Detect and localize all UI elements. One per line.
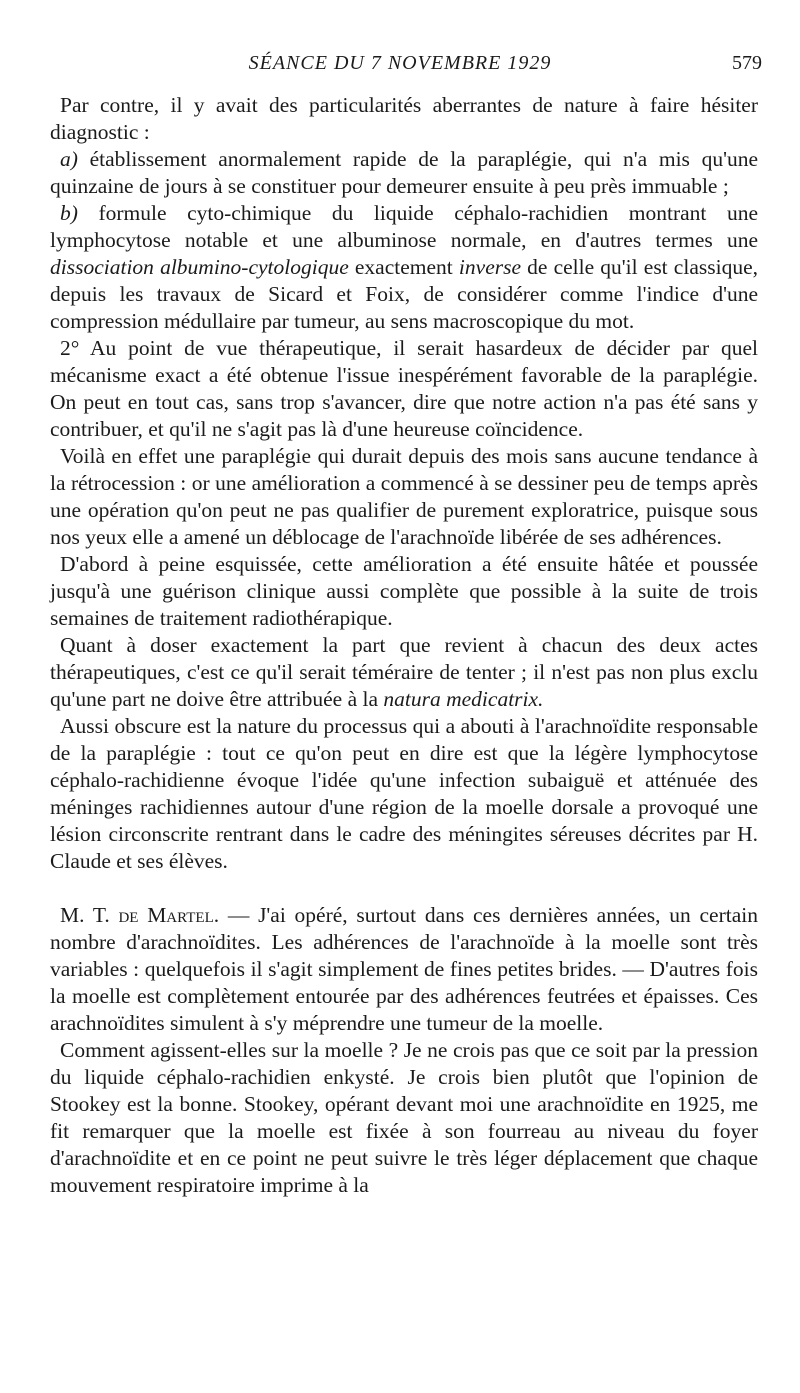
running-title: SÉANCE DU 7 NOVEMBRE 1929 xyxy=(248,52,552,74)
list-marker-b: b) xyxy=(60,201,78,225)
paragraph-9-text: — J'ai opéré, surtout dans ces dernières années, un certain nombre d'arachnoïdites. Les adhérences de l'arachnoïde à la moelle sont très variables : quelquefois il s'agit simplement de fines petites brides. — D'autres fois la moelle est complètement entourée par des adhérences feutrées et épaisses. Ces arachnoïdites simulent à s'y méprendre une tumeur de la moelle. xyxy=(50,903,758,1035)
paragraph-8-text: Aussi obscure est la nature du processus qui a abouti à l'arachnoïdite responsable de la paraplégie : tout ce qu'on peut en dire est que la légère lymphocytose céphalo-rachidienne évoque l'idée qu'une infection subaiguë et atténuée des méninges rachidiennes autour d'une région de la moelle dorsale a provoqué une lésion circonscrite rentrant dans le cadre des méningites séreuses décrites par H. Claude et ses élèves. xyxy=(50,714,758,873)
paragraph-6-text: D'abord à peine esquissée, cette amélioration a été ensuite hâtée et poussée jusqu'à une guérison clinique aussi complète que possible à la suite de trois semaines de traitement radiothérapique. xyxy=(50,552,758,630)
paragraph-5-text: Voilà en effet une paraplégie qui durait depuis des mois sans aucune tendance à la rétrocession : or une amélioration a commencé à se dessiner peu de temps après une opération qu'on peut ne pas qualifier de purement exploratrice, puisque sous nos yeux elle a amené un déblocage de l'arachnoïde libérée de ses adhérences. xyxy=(50,444,758,549)
list-marker-a: a) xyxy=(60,147,78,171)
paragraph-3-text-c: de celle qu'il est classique, depuis les travaux de Sicard et Foix, de considérer comme l'indice d'une compression médullaire par tumeur, au sens macroscopique du mot. xyxy=(50,255,758,333)
paragraph-2 xyxy=(50,146,758,200)
paragraph-5 xyxy=(50,443,758,551)
page-number: 579 xyxy=(732,52,762,74)
paragraph-7-italic: natura medicatrix. xyxy=(383,687,544,711)
paragraph-3-italic-1: dissociation albumino-cytologique xyxy=(50,255,349,279)
paragraph-2-text: établissement anormalement rapide de la paraplégie, qui n'a mis qu'une quinzaine de jours à se constituer pour demeurer ensuite à peu près immuable ; xyxy=(50,147,758,198)
speaker-name: M. T. de Martel. xyxy=(60,903,220,927)
paragraph-9 xyxy=(50,902,758,1037)
paragraph-3-text-b: exactement xyxy=(348,255,459,279)
paragraph-8 xyxy=(50,713,758,875)
paragraph-10 xyxy=(50,1037,758,1199)
paragraph-7-text: Quant à doser exactement la part que revient à chacun des deux actes thérapeutiques, c'est ce qu'il serait téméraire de tenter ; il n'est pas non plus exclu qu'une part ne doive être attribuée à la xyxy=(50,633,758,711)
paragraph-6 xyxy=(50,551,758,632)
paragraph-3 xyxy=(50,200,758,335)
paragraph-1 xyxy=(50,92,758,146)
section-gap xyxy=(50,875,758,902)
paragraph-3-text-a: formule cyto-chimique du liquide céphalo-rachidien montrant une lymphocytose notable et une albuminose normale, en d'autres termes une xyxy=(50,201,758,252)
paragraph-4-text: 2° Au point de vue thérapeutique, il serait hasardeux de décider par quel mécanisme exact a été obtenue l'issue inespérément favorable de la paraplégie. On peut en tout cas, sans trop s'avancer, dire que notre action n'a pas été sans y contribuer, et qu'il ne s'agit pas là d'une heureuse coïncidence. xyxy=(50,336,758,441)
paragraph-3-italic-2: inverse xyxy=(458,255,522,279)
paragraph-10-text: Comment agissent-elles sur la moelle ? Je ne crois pas que ce soit par la pression du liquide céphalo-rachidien enkysté. Je crois bien plutôt que l'opinion de Stookey est la bonne. Stookey, opérant devant moi une arachnoïdite en 1925, me fit remarquer que la moelle est fixée à son fourreau au niveau du foyer d'arachnoïdite et en ce point ne peut suivre le très léger déplacement que chaque mouvement respiratoire imprime à la xyxy=(50,1038,758,1197)
page-header xyxy=(0,52,800,82)
body-text xyxy=(50,92,758,1199)
paragraph-4 xyxy=(50,335,758,443)
paragraph-1-text: Par contre, il y avait des particularités aberrantes de nature à faire hésiter diagnostic : xyxy=(50,93,758,144)
paragraph-7 xyxy=(50,632,758,713)
